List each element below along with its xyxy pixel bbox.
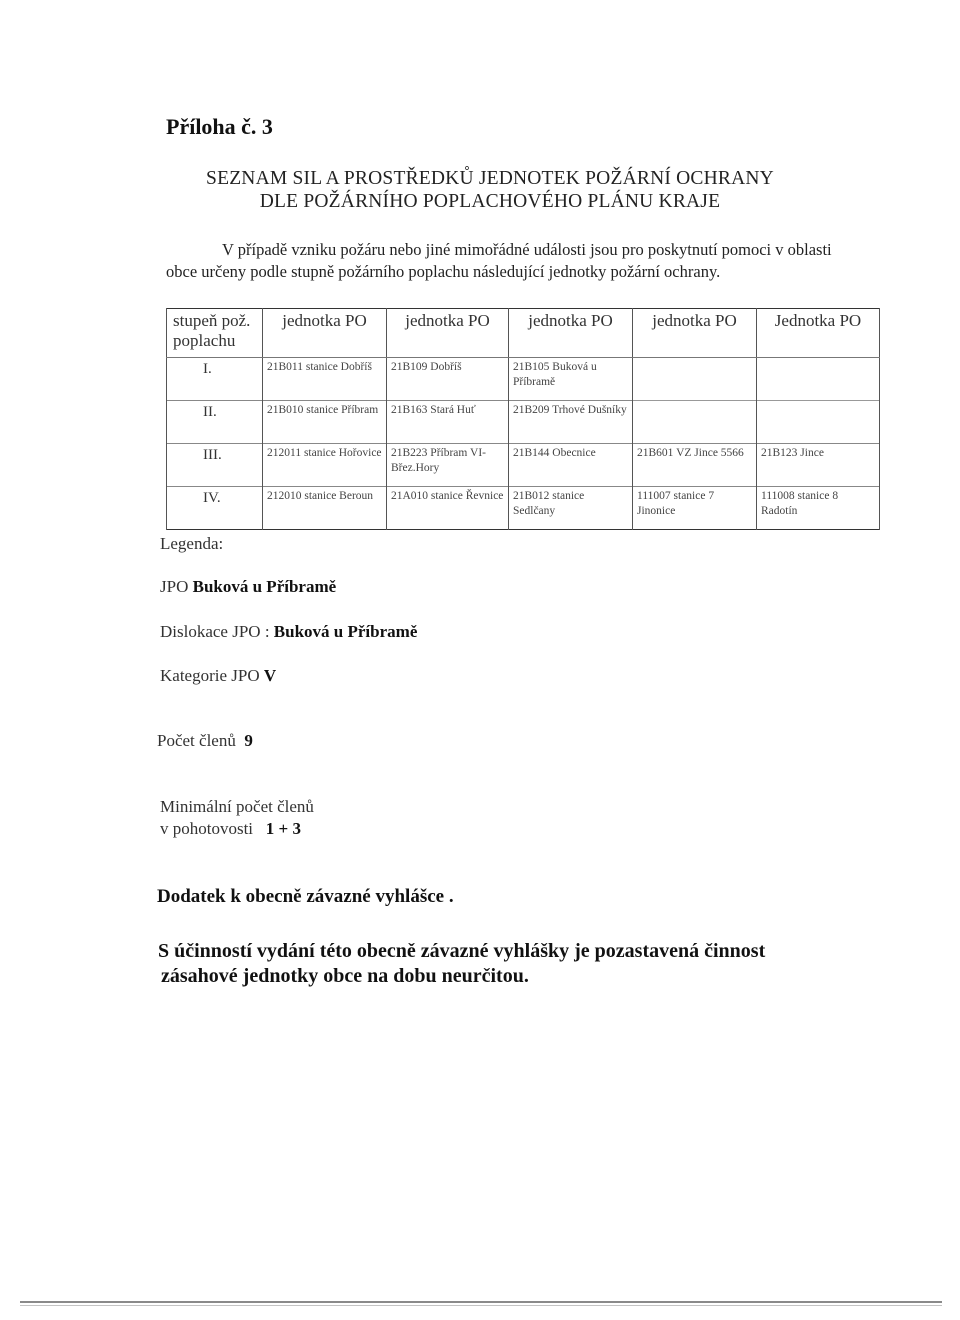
legend-members xyxy=(157,731,253,751)
unit-cell: 21B105 Buková u Příbramě xyxy=(509,358,633,401)
document-title-line-2: DLE POŽÁRNÍHO POPLACHOVÉHO PLÁNU KRAJE xyxy=(259,191,721,212)
dislocation-label: Dislokace JPO : xyxy=(160,622,270,641)
degree-cell: II. xyxy=(167,401,263,444)
table-row xyxy=(167,487,880,530)
table-row xyxy=(167,401,880,444)
min-members-label-1: Minimální počet členů xyxy=(160,797,314,816)
header-unit-1: jednotka PO xyxy=(263,309,387,358)
unit-cell: 21B123 Jince xyxy=(757,444,880,487)
unit-cell: 111007 stanice 7 Jinonice xyxy=(633,487,757,530)
legend-dislocation xyxy=(160,622,417,642)
unit-cell: 21A010 stanice Řevnice xyxy=(387,487,509,530)
alarm-units-table xyxy=(166,308,880,530)
scan-edge-line xyxy=(20,1301,942,1303)
unit-cell xyxy=(757,401,880,444)
members-value: 9 xyxy=(244,731,253,750)
unit-cell xyxy=(633,401,757,444)
unit-cell: 111008 stanice 8 Radotín xyxy=(757,487,880,530)
jpo-label: JPO xyxy=(160,577,189,596)
unit-cell xyxy=(757,358,880,401)
unit-cell: 21B011 stanice Dobříš xyxy=(263,358,387,401)
effect-statement xyxy=(158,939,858,989)
category-label: Kategorie JPO xyxy=(160,666,260,685)
degree-cell: I. xyxy=(167,358,263,401)
effect-line-1: S účinností vydání této obecně závazné vyhlášky je pozastavená činnost xyxy=(158,940,766,962)
dislocation-value: Buková u Příbramě xyxy=(273,622,418,641)
unit-cell: 21B012 stanice Sedlčany xyxy=(509,487,633,530)
category-value: V xyxy=(263,666,277,685)
legend-title: Legenda: xyxy=(160,534,224,553)
effect-line-2: zásahové jednotky obce na dobu neurčitou. xyxy=(161,965,529,987)
unit-cell: 21B601 VZ Jince 5566 xyxy=(633,444,757,487)
unit-cell: 21B109 Dobříš xyxy=(387,358,509,401)
unit-cell: 21B144 Obecnice xyxy=(509,444,633,487)
legend-min-members xyxy=(160,796,314,840)
unit-cell: 21B209 Trhové Dušníky xyxy=(509,401,633,444)
header-unit-3: jednotka PO xyxy=(509,309,633,358)
unit-cell: 212011 stanice Hořovice xyxy=(263,444,387,487)
min-members-label-2: v pohotovosti xyxy=(160,819,254,838)
table-row xyxy=(167,358,880,401)
header-unit-2: jednotka PO xyxy=(387,309,509,358)
supplement-heading: Dodatek k obecně závazné vyhlášce . xyxy=(157,886,454,907)
legend-jpo xyxy=(160,577,336,597)
table-row xyxy=(167,444,880,487)
header-degree: stupeň pož. poplachu xyxy=(167,309,263,358)
degree-cell: IV. xyxy=(167,487,263,530)
members-label: Počet členů xyxy=(157,731,236,750)
unit-cell xyxy=(633,358,757,401)
intro-paragraph: V případě vzniku požáru nebo jiné mimořádné události jsou pro poskytnutí pomoci v oblasti obce určeny podle stupně požárního poplachu následující jednotky požární ochrany. xyxy=(166,240,832,281)
unit-cell: 21B223 Příbram VI-Břez.Hory xyxy=(387,444,509,487)
unit-cell: 21B010 stanice Příbram xyxy=(263,401,387,444)
header-unit-4: jednotka PO xyxy=(633,309,757,358)
degree-cell: III. xyxy=(167,444,263,487)
scan-edge-line-faint xyxy=(20,1305,942,1306)
unit-cell: 21B163 Stará Huť xyxy=(387,401,509,444)
min-members-value: 1 + 3 xyxy=(265,819,301,838)
legend-category xyxy=(160,666,276,686)
header-unit-5: Jednotka PO xyxy=(757,309,880,358)
unit-cell: 212010 stanice Beroun xyxy=(263,487,387,530)
table-header-row xyxy=(167,309,880,358)
attachment-label: Příloha č. 3 xyxy=(166,114,273,139)
document-title-line-1: SEZNAM SIL A PROSTŘEDKŮ JEDNOTEK POŽÁRNÍ OCHRANY xyxy=(206,168,774,189)
jpo-value: Buková u Příbramě xyxy=(192,577,337,596)
